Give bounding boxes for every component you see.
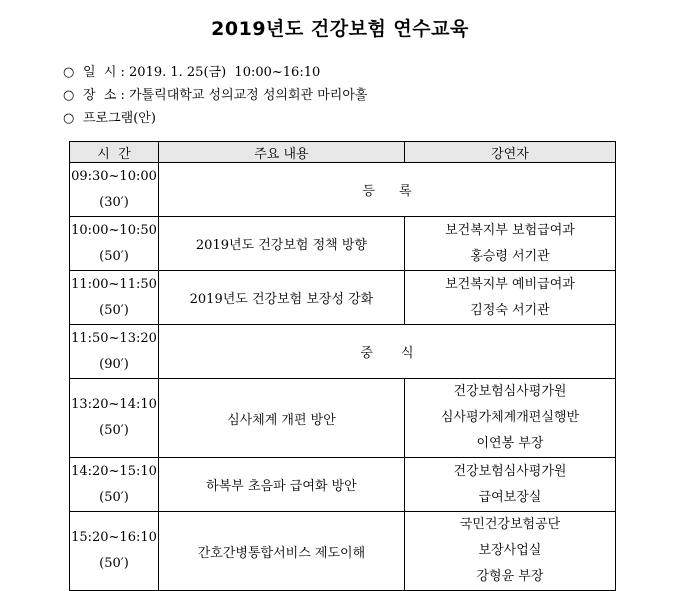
table-header-row (70, 142, 616, 163)
content-cell: 2019년도 건강보험 보장성 강화 (158, 271, 404, 325)
merged-content-cell (158, 325, 615, 379)
time-duration: (50′) (99, 489, 129, 505)
info-program-text: 프로그램(안) (83, 111, 156, 126)
schedule-table (69, 141, 616, 591)
speaker-line: 보건복지부 보험급여과 (445, 222, 575, 238)
speaker-line: 건강보험심사평가원 (453, 463, 567, 479)
content-cell: 간호간병통합서비스 제도이해 (158, 512, 404, 591)
content-cell: 하복부 초음파 급여화 방안 (158, 458, 404, 512)
info-program (63, 110, 156, 128)
table-row (70, 458, 616, 512)
time-cell (70, 512, 159, 591)
circle-bullet-icon: ○ (63, 65, 75, 80)
time-range: 14:20~15:10 (71, 463, 157, 479)
time-duration: (50′) (99, 423, 129, 438)
circle-bullet-icon: ○ (63, 88, 75, 103)
speaker-line: 보장사업실 (478, 543, 542, 558)
speaker-line: 국민건강보험공단 (459, 517, 561, 532)
time-duration: (50′) (99, 302, 129, 318)
content-text: 중식 (360, 346, 442, 361)
document-title: 2019년도 건강보험 연수교육 (211, 18, 469, 40)
speaker-line: 강형윤 부장 (476, 569, 544, 584)
content-text: 등록 (362, 184, 436, 199)
merged-content-cell (158, 163, 615, 217)
time-range: 11:50~13:20 (71, 330, 157, 346)
speaker-cell (404, 271, 615, 325)
speaker-cell (404, 458, 615, 512)
info-venue (63, 87, 367, 105)
table-row (70, 325, 616, 379)
speaker-line: 홍승령 서기관 (470, 248, 550, 264)
time-range: 10:00~10:50 (71, 222, 157, 238)
info-venue-text: 장 소 : 가톨릭대학교 성의교정 성의회관 마리아홀 (83, 88, 368, 103)
table-row (70, 217, 616, 271)
table-row (70, 379, 616, 458)
content-cell: 2019년도 건강보험 정책 방향 (158, 217, 404, 271)
time-duration: (90′) (99, 356, 129, 372)
speaker-line: 건강보험심사평가원 (453, 384, 567, 399)
time-range: 11:00~11:50 (71, 276, 157, 292)
speaker-cell (404, 512, 615, 591)
time-cell (70, 217, 159, 271)
speaker-line: 심사평가체계개편실행반 (440, 410, 580, 425)
speaker-line: 이연봉 부장 (476, 436, 544, 451)
table-row (70, 512, 616, 591)
info-date (63, 64, 320, 82)
time-cell (70, 163, 159, 217)
header-content: 주요 내용 (158, 142, 404, 163)
speaker-cell (404, 379, 615, 458)
time-cell (70, 379, 159, 458)
table-row (70, 163, 616, 217)
speaker-line: 보건복지부 예비급여과 (445, 276, 575, 292)
time-cell (70, 325, 159, 379)
time-duration: (50′) (99, 248, 129, 264)
time-duration: (50′) (99, 556, 129, 571)
time-range: 15:20~16:10 (71, 530, 157, 545)
speaker-cell (404, 217, 615, 271)
time-range: 13:20~14:10 (71, 397, 157, 412)
table-row (70, 271, 616, 325)
time-cell (70, 458, 159, 512)
header-time: 시 간 (70, 142, 159, 163)
content-cell: 심사체계 개편 방안 (158, 379, 404, 458)
info-date-text: 일 시 : 2019. 1. 25(금) 10:00~16:10 (83, 65, 321, 80)
time-range: 09:30~10:00 (71, 168, 157, 184)
header-speaker: 강연자 (404, 142, 615, 163)
speaker-line: 김정숙 서기관 (470, 302, 550, 318)
circle-bullet-icon: ○ (63, 111, 75, 126)
time-cell (70, 271, 159, 325)
speaker-line: 급여보장실 (478, 489, 542, 505)
time-duration: (30′) (99, 194, 129, 210)
